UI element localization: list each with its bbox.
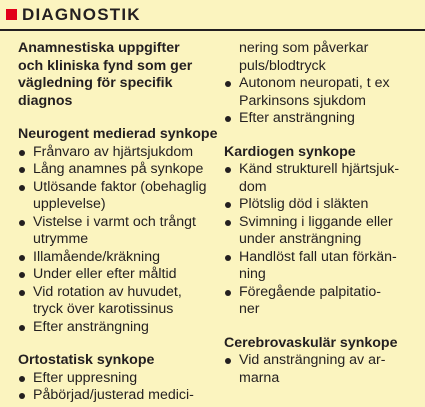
red-square-marker bbox=[6, 9, 17, 20]
list-item bbox=[18, 266, 218, 284]
list-item bbox=[18, 249, 218, 267]
item-line: puls/blodtryck bbox=[239, 57, 326, 74]
item-line: Efter ansträngning bbox=[239, 110, 355, 126]
intro-line: diagnos bbox=[18, 92, 73, 109]
list-cerebrovaskular bbox=[224, 352, 422, 387]
item-line: tryck över karotissinus bbox=[33, 301, 174, 317]
list-neurogent bbox=[18, 144, 218, 337]
item-line: Vid ansträngning av ar- bbox=[239, 352, 386, 368]
list-ortostatisk-continued bbox=[224, 75, 422, 128]
intro-heading bbox=[18, 40, 218, 110]
item-line: Efter ansträngning bbox=[33, 318, 149, 335]
list-item bbox=[18, 387, 218, 405]
list-item bbox=[18, 284, 218, 319]
list-ortostatisk bbox=[18, 370, 218, 405]
list-item bbox=[18, 370, 218, 388]
section-title-kardiogen: Kardiogen synkope bbox=[224, 143, 356, 160]
list-item bbox=[18, 214, 218, 249]
item-line: utrymme bbox=[33, 231, 89, 247]
list-kardiogen bbox=[224, 161, 422, 319]
list-item bbox=[18, 144, 218, 162]
box-title: DIAGNOSTIK bbox=[22, 5, 141, 24]
spacer bbox=[18, 336, 218, 352]
box-header bbox=[0, 0, 425, 31]
item-line: Lång anamnes på synkope bbox=[33, 161, 204, 177]
left-column bbox=[18, 40, 218, 405]
item-line: Frånvaro av hjärtsjukdom bbox=[33, 143, 194, 160]
intro-line: Anamnestiska uppgifter bbox=[18, 40, 180, 56]
list-item bbox=[224, 161, 422, 196]
item-line: Känd strukturell hjärtsjuk- bbox=[239, 161, 400, 177]
item-line: Illamående/kräkning bbox=[33, 248, 160, 265]
item-line: Handlöst fall utan förkän- bbox=[239, 248, 397, 265]
spacer bbox=[224, 128, 422, 144]
item-line: marna bbox=[239, 369, 280, 386]
item-line: upplevelse) bbox=[33, 196, 106, 212]
list-item bbox=[224, 214, 422, 249]
spacer bbox=[224, 319, 422, 335]
item-line: Efter uppresning bbox=[33, 369, 138, 386]
list-item bbox=[18, 161, 218, 179]
item-line: Föregående palpitatio- bbox=[239, 283, 381, 300]
item-line: Vid rotation av huvudet, bbox=[33, 283, 182, 300]
continued-item-text bbox=[224, 40, 422, 75]
item-line: ner bbox=[239, 301, 260, 317]
list-item bbox=[224, 249, 422, 284]
list-item bbox=[18, 319, 218, 337]
item-line: Utlösande faktor (obehaglig bbox=[33, 178, 207, 195]
item-line: under ansträngning bbox=[239, 231, 362, 247]
item-line: Under eller efter måltid bbox=[33, 266, 177, 282]
item-line: Vistelse i varmt och trångt bbox=[33, 213, 196, 230]
right-column bbox=[224, 40, 422, 387]
list-item bbox=[18, 179, 218, 214]
list-item bbox=[224, 110, 422, 128]
item-line: ning bbox=[239, 266, 266, 282]
list-item bbox=[224, 196, 422, 214]
intro-line: vägledning för specifik bbox=[18, 75, 173, 91]
item-line: nering som påverkar bbox=[239, 40, 369, 56]
list-item bbox=[224, 352, 422, 387]
section-title-cerebrovaskular: Cerebrovaskulär synkope bbox=[224, 334, 398, 351]
item-line: Autonom neuropati, t ex bbox=[239, 75, 390, 91]
item-line: Plötslig död i släkten bbox=[239, 196, 369, 212]
intro-line: och kliniska fynd som ger bbox=[18, 57, 193, 74]
list-item bbox=[224, 75, 422, 110]
item-line: Svimning i liggande eller bbox=[239, 213, 393, 230]
section-title-neurogent: Neurogent medierad synkope bbox=[18, 126, 218, 142]
item-line: dom bbox=[239, 178, 267, 195]
section-title-ortostatisk: Ortostatisk synkope bbox=[18, 352, 155, 368]
list-item bbox=[224, 284, 422, 319]
item-line: Parkinsons sjukdom bbox=[239, 92, 366, 109]
item-line: Påbörjad/justerad medici- bbox=[33, 387, 194, 403]
